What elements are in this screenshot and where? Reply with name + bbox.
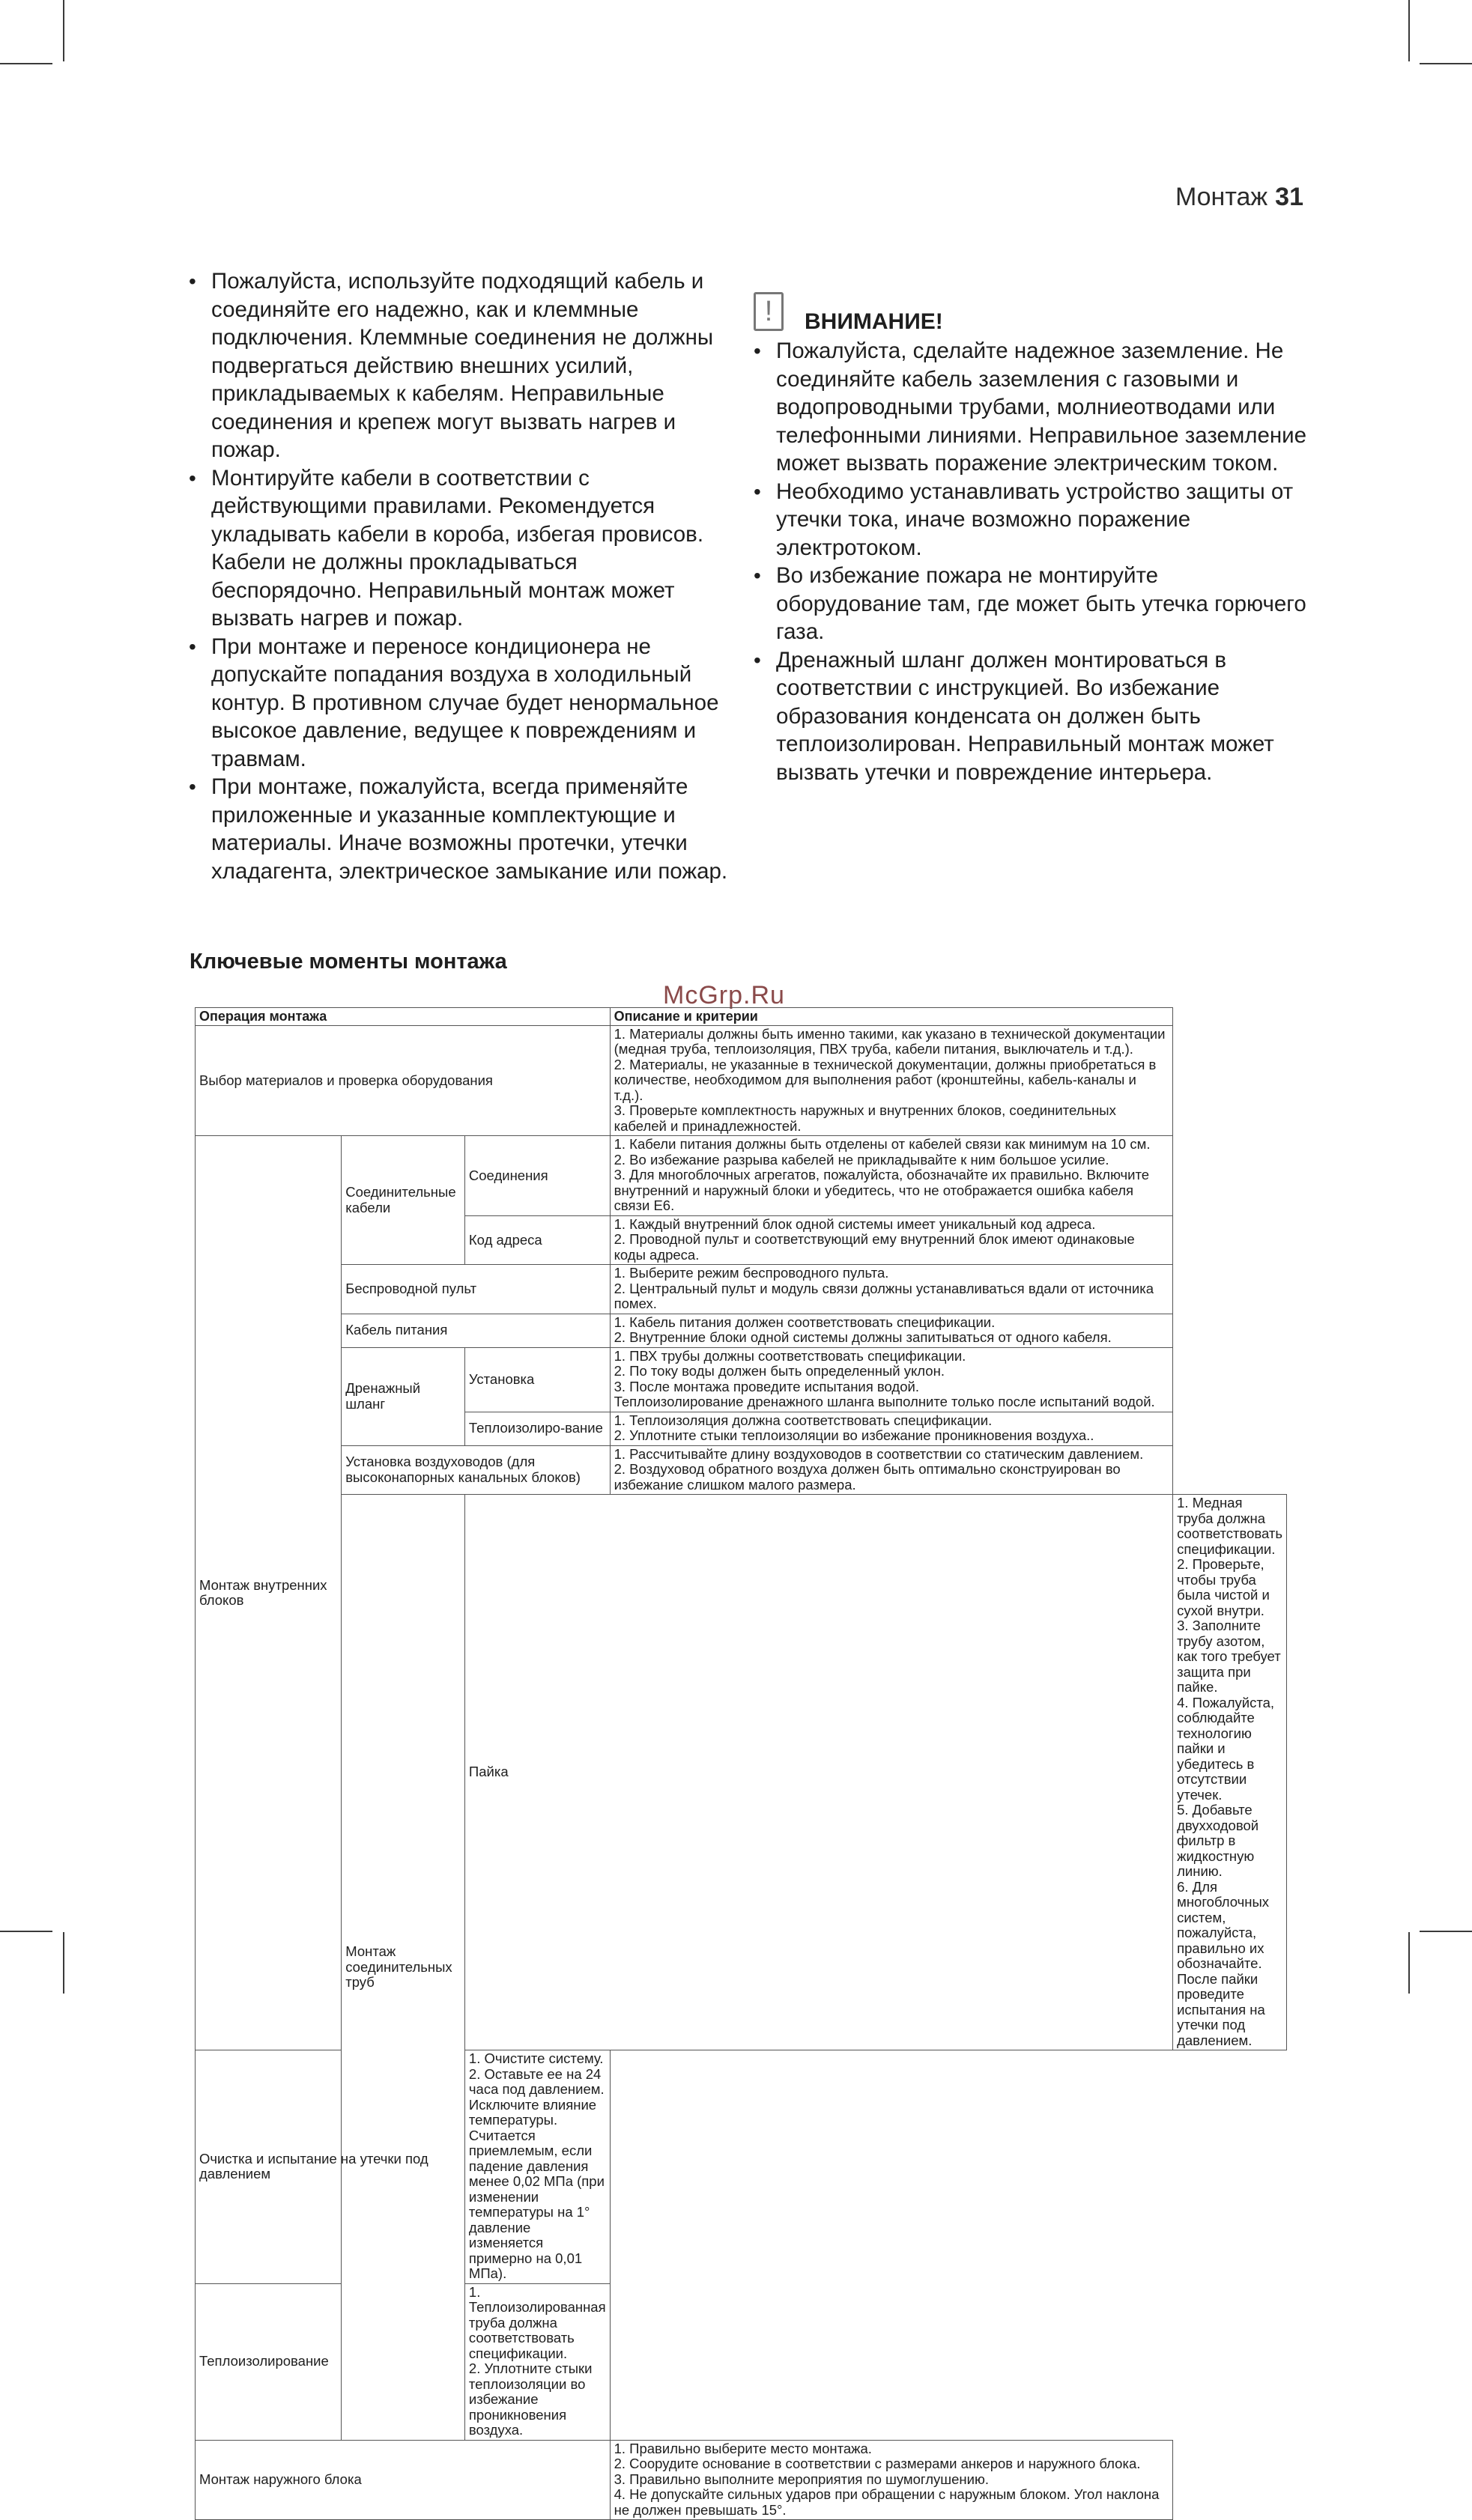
list-item: • Дренажный шланг должен монтироваться в соответствии с инструкцией. Во избежание образования конденсата он должен быть теплоизолирован. Неправильный монтаж может вызвать утечки и повреждение интерьера. [754, 646, 1308, 787]
page-title: Монтаж [1175, 183, 1268, 211]
table-row [196, 1136, 1287, 1216]
column-header-operation: Операция монтажа [196, 1008, 611, 1026]
list-item: • При монтаже и переносе кондиционера не допускайте попадания воздуха в холодильный контур. В противном случае будет ненормальное высокое давление, ведущее к повреждениям и травмам. [189, 633, 728, 774]
page-header [1175, 183, 1303, 212]
desc-connections: 1. Кабели питания должны быть отделены от кабелей связи как минимум на 10 см. 2. Во избежание разрыва кабелей не прикладывайте к ним большое усилие. 3. Для многоблочных агрегатов, пожалуйста, обозначайте их правильно. Включите внутренний и наружный блоки и убедитесь, что не отображается ошибка кабеля связи E6. [610, 1136, 1172, 1216]
warning-block [754, 281, 1308, 786]
crop-mark [1408, 0, 1410, 61]
desc-pipe-insulation: 1. Теплоизолированная труба должна соответствовать спецификации. 2. Уплотните стыки теплоизоляции во избежание проникновения воздуха. [464, 2283, 610, 2440]
table-row [196, 2050, 1287, 2284]
table-row [196, 2440, 1287, 2520]
desc-outdoor: 1. Правильно выберите место монтажа. 2. Соорудите основание в соответствии с размерами анкеров и наружного блока. 3. Правильно выполните мероприятия по шумоглушению. 4. Не допускайте сильных ударов при обращении с наружным блоком. Угол наклона не должен превышать 15°. [610, 2440, 1172, 2520]
list-item: • Пожалуйста, сделайте надежное заземление. Не соединяйте кабель заземления с газовыми и водопроводными трубами, молниеотводами или телефонными линиями. Неправильное заземление может вызвать поражение электрическим током. [754, 337, 1308, 478]
cell-materials: Выбор материалов и проверка оборудования [196, 1025, 611, 1136]
list-item: • Во избежание пожара не монтируйте оборудование там, где может быть утечка горючего газа. [754, 562, 1308, 646]
cell-brazing: Пайка [464, 1495, 1172, 2050]
warning-header [754, 281, 1308, 337]
column-header-description: Описание и критерии [610, 1008, 1172, 1026]
desc-power: 1. Кабель питания должен соответствовать спецификации. 2. Внутренние блоки одной системы должны запитываться от одного кабеля. [610, 1314, 1172, 1347]
table-row [196, 1314, 1287, 1347]
desc-cleaning: 1. Очистите систему. 2. Оставьте ее на 24 часа под давлением. Исключите влияние температуры. Считается приемлемым, если падение давления менее 0,02 МПа (при изменении температуры на 1° давление изменяется примерно на 0,01 МПа). [464, 2050, 610, 2284]
cell-indoor: Монтаж внутренних блоков [196, 1136, 342, 2050]
cell-outdoor: Монтаж наружного блока [196, 2440, 611, 2520]
cell-pipe-insulation: Теплоизолирование [196, 2283, 465, 2440]
list-item: • Пожалуйста, используйте подходящий кабель и соединяйте его надежно, как и клеммные подключения. Клеммные соединения не должны подвергаться действию внешних усилий, прикладываемых к кабелям. Неправильные соединения и крепеж могут вызвать нагрев и пожар. [189, 267, 728, 464]
desc-address: 1. Каждый внутренний блок одной системы имеет уникальный код адреса. 2. Проводной пульт и соответствующий ему внутренний блок имеют одинаковые коды адреса. [610, 1215, 1172, 1265]
cell-drain-insulation: Теплоизолиро-вание [464, 1412, 610, 1445]
list-item: • При монтаже, пожалуйста, всегда применяйте приложенные и указанные комплектующие и материалы. Иначе возможны протечки, утечки хладагента, электрическое замыкание или пожар. [189, 773, 728, 885]
cell-power: Кабель питания [342, 1314, 610, 1347]
left-column [189, 267, 728, 885]
cell-drain: Дренажный шланг [342, 1347, 465, 1445]
table-row [196, 1445, 1287, 1495]
cell-cables: Соединительные кабели [342, 1136, 465, 1265]
desc-ducts: 1. Рассчитывайте длину воздуховодов в соответствии со статическим давлением. 2. Воздуховод обратного воздуха должен быть оптимально сконструирован во избежание слишком малого размера. [610, 1445, 1172, 1495]
list-item: • Необходимо устанавливать устройство защиты от утечки тока, иначе возможно поражение электротоком. [754, 478, 1308, 562]
table-row [196, 1347, 1287, 1412]
section-title: Ключевые моменты монтажа [190, 950, 507, 974]
crop-mark [1420, 63, 1472, 64]
list-item: • Монтируйте кабели в соответствии с действующими правилами. Рекомендуется укладывать кабели в короба, избегая провисов. Кабели не должны прокладываться беспорядочно. Неправильный монтаж может вызвать нагрев и пожар. [189, 464, 728, 633]
warning-title: ВНИМАНИЕ! [805, 309, 943, 334]
cell-wireless: Беспроводной пульт [342, 1265, 610, 1314]
installation-table [195, 1007, 1287, 2520]
table-row [196, 1265, 1287, 1314]
crop-mark [63, 0, 64, 61]
cell-ducts: Установка воздуховодов (для высоконапорных канальных блоков) [342, 1445, 610, 1495]
cell-cleaning: Очистка и испытание на утечки под давлением [196, 2050, 465, 2284]
cell-drain-install: Установка [464, 1347, 610, 1412]
desc-materials: 1. Материалы должны быть именно такими, как указано в технической документации (медная труба, теплоизоляция, ПВХ труба, кабели питания, выключатель и т.д.). 2. Материалы, не указанные в технической документации, должны приобретаться в количестве, необходимом для выполнения работ (кронштейны, кабель-каналы и т.д.). 3. Проверьте комплектность наружных и внутренних блоков, соединительных кабелей и принадлежностей. [610, 1025, 1172, 1136]
table-row [196, 1495, 1287, 2050]
exclamation-icon: ! [754, 292, 784, 331]
crop-mark [63, 1932, 64, 1994]
table-header-row [196, 1008, 1287, 1026]
watermark: McGrp.Ru [663, 981, 785, 1009]
desc-drain-install: 1. ПВХ трубы должны соответствовать спецификации. 2. По току воды должен быть определенный уклон. 3. После монтажа проведите испытания водой. Теплоизолирование дренажного шланга выполните только после испытаний водой. [610, 1347, 1172, 1412]
desc-brazing: 1. Медная труба должна соответствовать спецификации. 2. Проверьте, чтобы труба была чистой и сухой внутри. 3. Заполните трубу азотом, как того требует защита при пайке. 4. Пожалуйста, соблюдайте технологию пайки и убедитесь в отсутствии утечек. 5. Добавьте двухходовой фильтр в жидкостную линию. 6. Для многоблочных систем, пожалуйста, правильно их обозначайте. После пайки проведите испытания на утечки под давлением. [1173, 1495, 1287, 2050]
table-row [196, 1025, 1287, 1136]
left-bullet-list [189, 267, 728, 885]
desc-drain-insulation: 1. Теплоизоляция должна соответствовать спецификации. 2. Уплотните стыки теплоизоляции во избежание проникновения воздуха.. [610, 1412, 1172, 1445]
desc-wireless: 1. Выберите режим беспроводного пульта. 2. Центральный пульт и модуль связи должны устанавливаться вдали от источника помех. [610, 1265, 1172, 1314]
table-row [196, 2283, 1287, 2440]
cell-connections: Соединения [464, 1136, 610, 1216]
crop-mark [1420, 1931, 1472, 1932]
page-number: 31 [1275, 183, 1303, 211]
cell-address: Код адреса [464, 1215, 610, 1265]
crop-mark [0, 1931, 52, 1932]
crop-mark [1408, 1932, 1410, 1994]
warning-bullet-list [754, 337, 1308, 786]
crop-mark [0, 63, 52, 64]
cell-piping: Монтаж соединительных труб [342, 1495, 465, 2441]
